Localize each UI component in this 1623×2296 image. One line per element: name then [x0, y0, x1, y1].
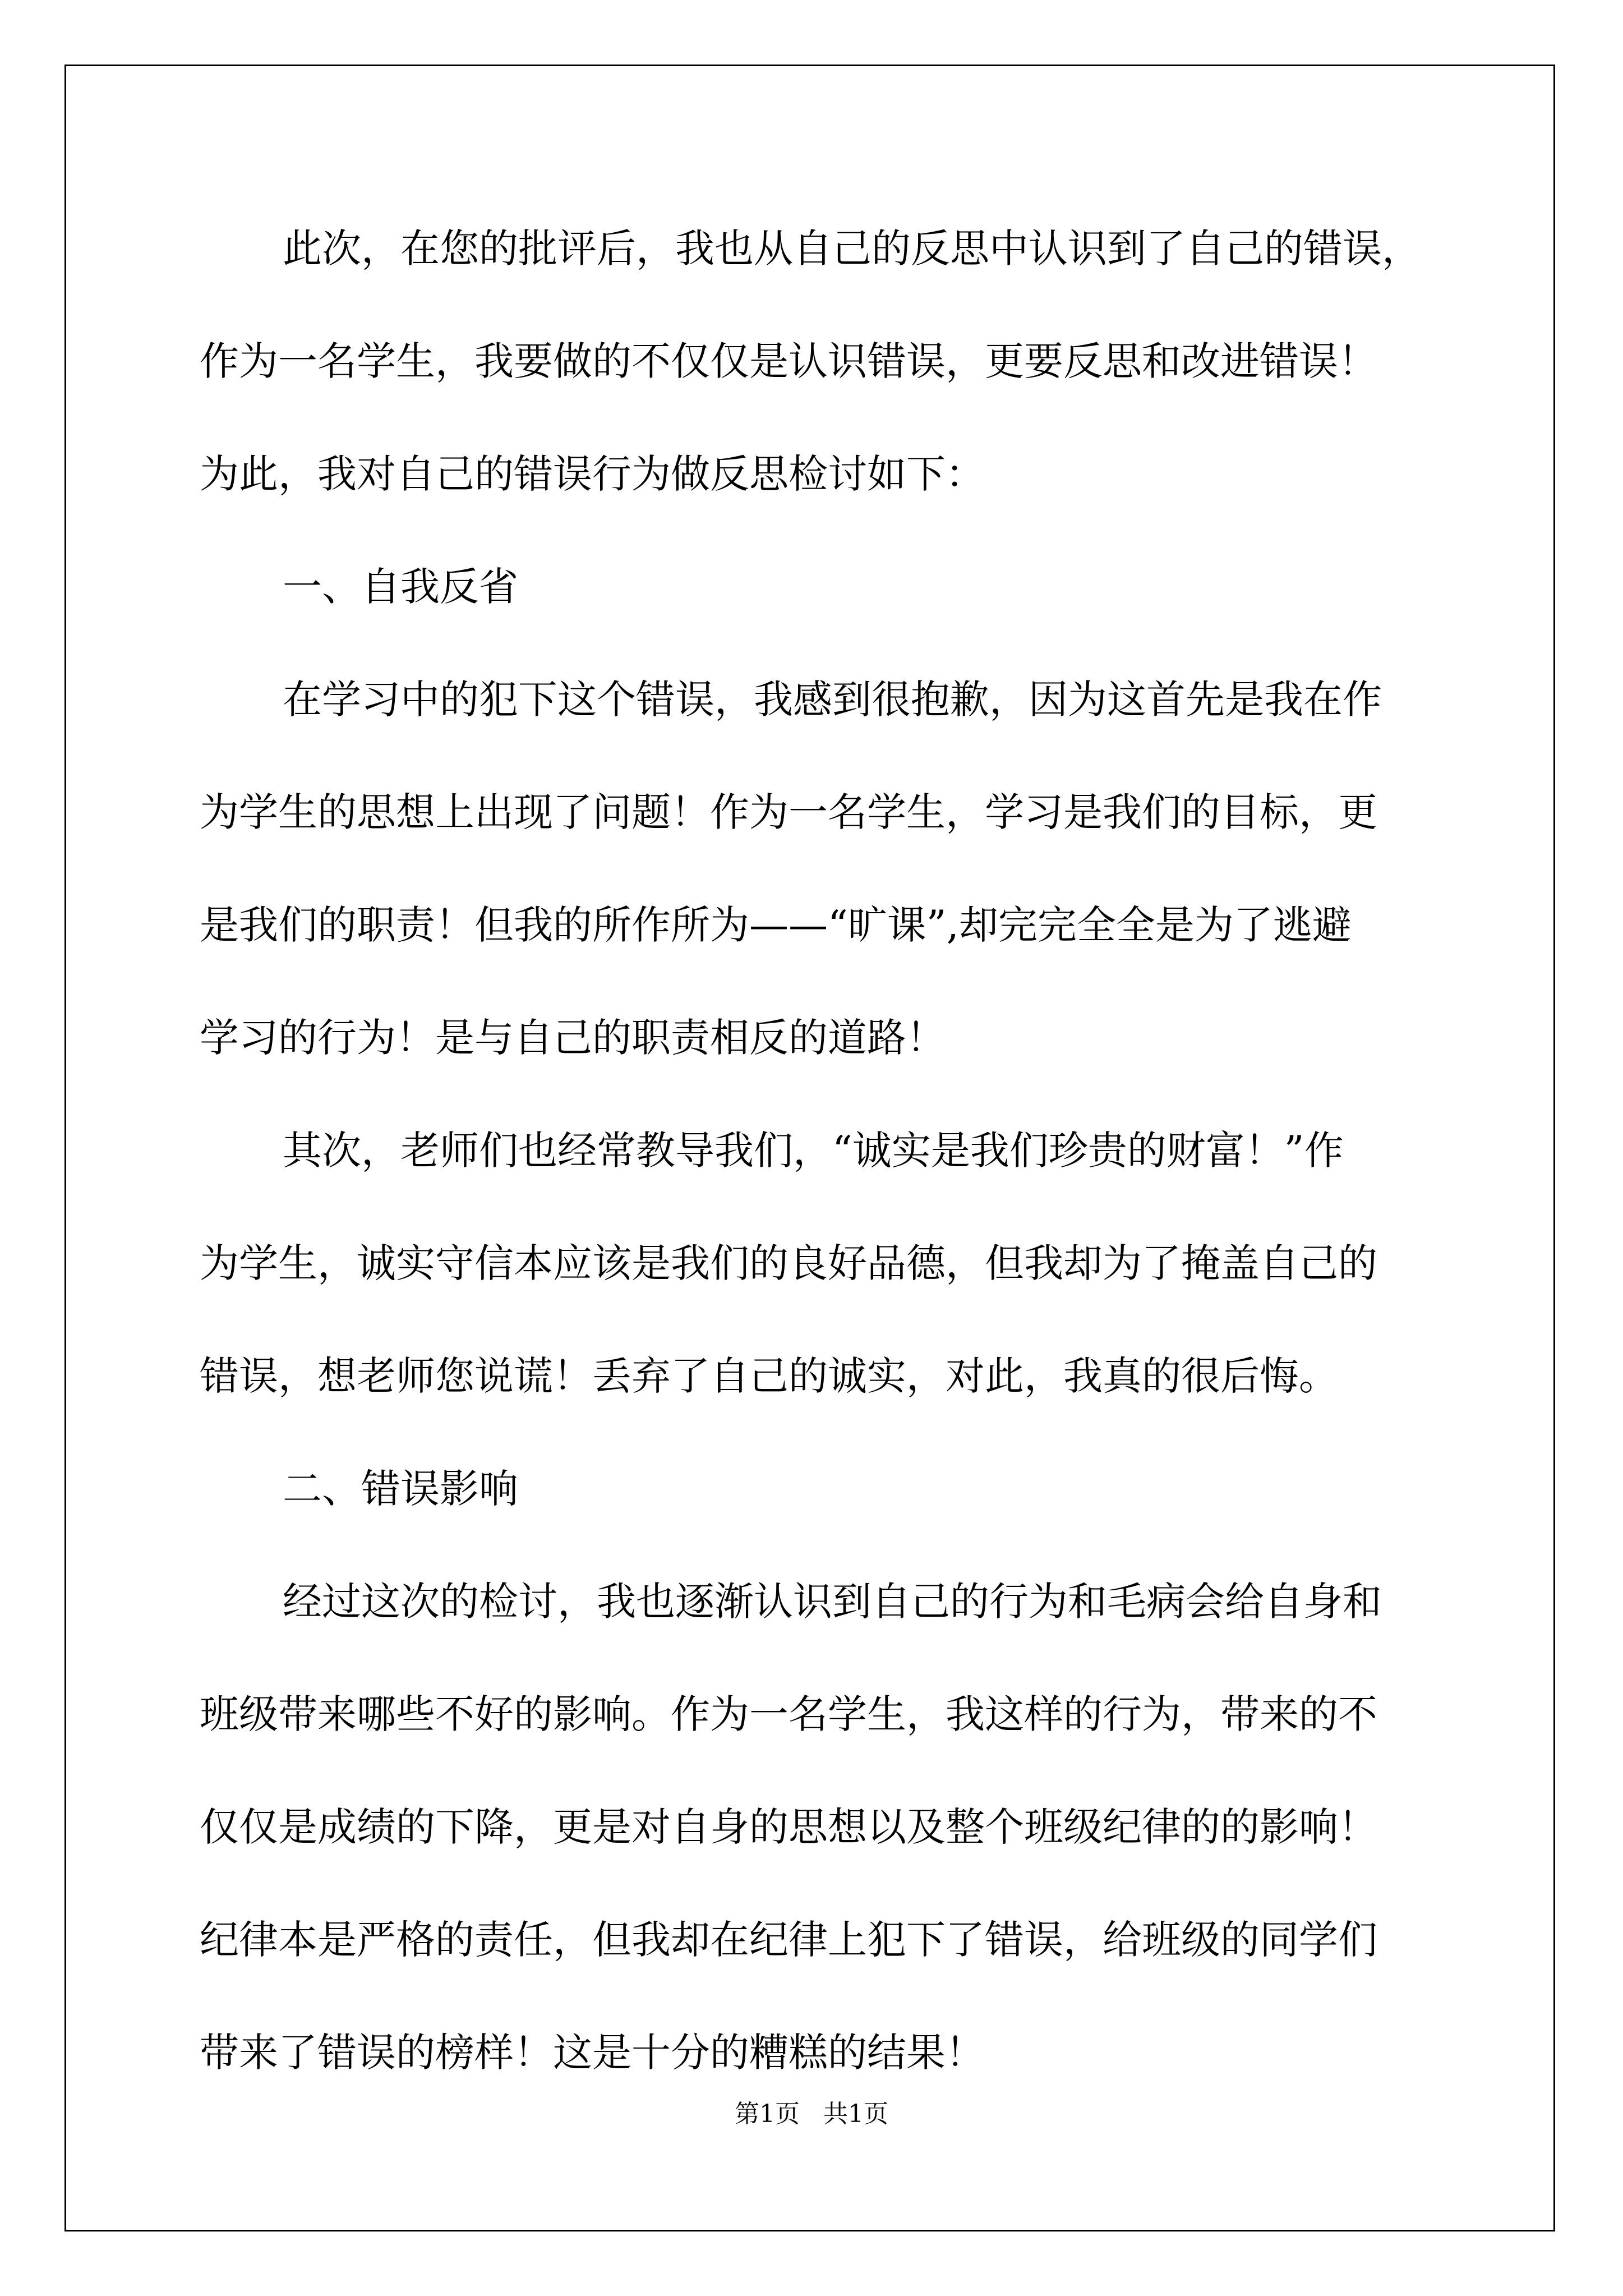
section-heading: 一、自我反省 — [283, 564, 518, 610]
document-line: 是我们的职责！但我的所作所为——“旷课”,却完完全全是为了逃避 — [200, 902, 1352, 948]
page-number: 第1页 — [735, 2100, 800, 2128]
page-footer — [0, 2093, 1623, 2129]
document-line: 带来了错误的榜样！这是十分的糟糕的结果！ — [200, 2030, 985, 2076]
document-line: 班级带来哪些不好的影响。作为一名学生，我这样的行为，带来的不 — [200, 1691, 1377, 1737]
document-line: 为此，我对自己的错误行为做反思检讨如下： — [200, 451, 985, 497]
section-heading: 二、错误影响 — [283, 1466, 518, 1512]
document-line: 学习的行为！是与自己的职责相反的道路！ — [200, 1015, 946, 1061]
document-line: 作为一名学生，我要做的不仅仅是认识错误，更要反思和改进错误！ — [200, 338, 1377, 384]
page-total: 共1页 — [823, 2100, 888, 2128]
document-line: 在学习中的犯下这个错误，我感到很抱歉，因为这首先是我在作 — [283, 677, 1382, 723]
document-line: 其次，老师们也经常教导我们，“诚实是我们珍贵的财富！”作 — [283, 1128, 1344, 1174]
document-line: 纪律本是严格的责任，但我却在纪律上犯下了错误，给班级的同学们 — [200, 1917, 1377, 1963]
document-line: 经过这次的检讨，我也逐渐认识到自己的行为和毛病会给自身和 — [283, 1579, 1382, 1625]
document-line: 仅仅是成绩的下降，更是对自身的思想以及整个班级纪律的的影响！ — [200, 1804, 1377, 1850]
document-line: 此次，在您的批评后，我也从自己的反思中认识到了自己的错误， — [283, 226, 1421, 272]
document-line: 为学生，诚实守信本应该是我们的良好品德，但我却为了掩盖自己的 — [200, 1240, 1377, 1286]
document-line: 错误，想老师您说谎！丢弃了自己的诚实，对此，我真的很后悔。 — [200, 1353, 1338, 1399]
document-line: 为学生的思想上出现了问题！作为一名学生，学习是我们的目标，更 — [200, 789, 1377, 835]
